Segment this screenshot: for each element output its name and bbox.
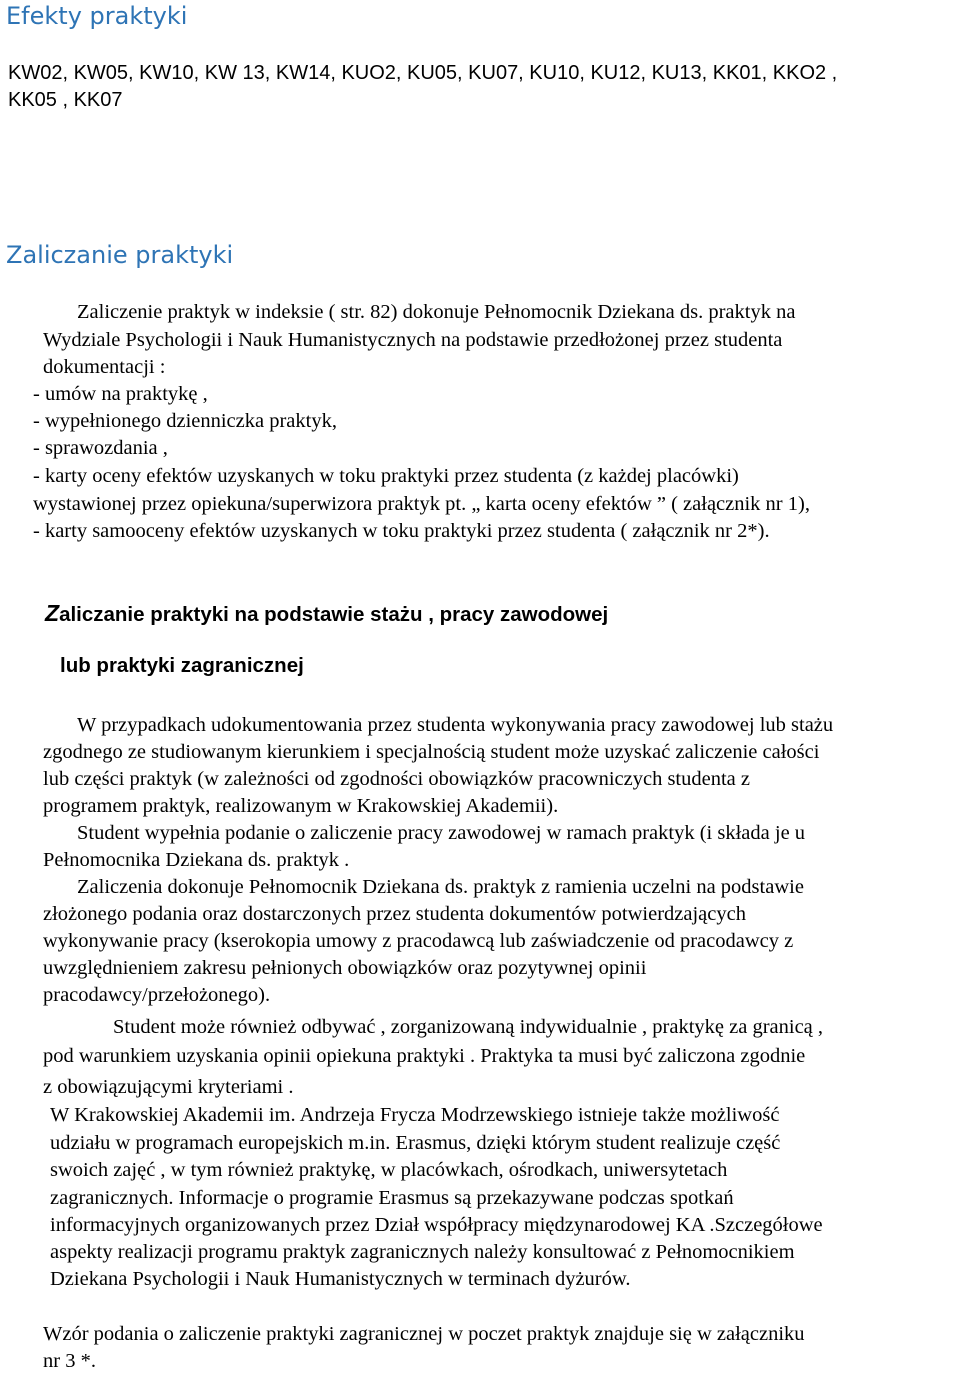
paragraph-line: Student może również odbywać , zorganizowaną indywidualnie , praktykę za granicą , [113, 1016, 824, 1038]
paragraph-line: Pełnomocnika Dziekana ds. praktyk . [43, 849, 350, 871]
list-item: wystawionej przez opiekuna/superwizora praktyk pt. „ karta oceny efektów ” ( załącznik nr 1), [33, 493, 810, 515]
paragraph-line: złożonego podania oraz dostarczonych przez studenta dokumentów potwierdzających [43, 903, 746, 925]
paragraph-line: dokumentacji : [43, 356, 166, 378]
paragraph-line: programem praktyk, realizowanym w Krakowskiej Akademii). [43, 795, 559, 817]
paragraph-line: Dziekana Psychologii i Nauk Humanistycznych w terminach dyżurów. [50, 1268, 631, 1290]
effects-codes-line: KK05 , KK07 [8, 89, 123, 111]
paragraph-line: W Krakowskiej Akademii im. Andrzeja Frycza Modrzewskiego istnieje także możliwość [50, 1104, 780, 1126]
paragraph-line: udziału w programach europejskich m.in. Erasmus, dzięki którym student realizuje część [50, 1132, 781, 1154]
effects-heading: Efekty praktyki [6, 2, 188, 30]
effects-codes-line: KW02, KW05, KW10, KW 13, KW14, KUO2, KU05, KU07, KU10, KU12, KU13, KK01, KKO2 , [8, 62, 838, 84]
paragraph-line: Zaliczenia dokonuje Pełnomocnik Dziekana ds. praktyk z ramienia uczelni na podstawie [77, 876, 804, 898]
paragraph-line: lub części praktyk (w zależności od zgodności obowiązków pracowniczych studenta z [43, 768, 750, 790]
paragraph-line: zgodnego ze studiowanym kierunkiem i specjalnością student może uzyskać zaliczenie całości [43, 741, 820, 763]
paragraph-line: Wydziale Psychologii i Nauk Humanistycznych na podstawie przedłożonej przez studenta [43, 329, 783, 351]
paragraph-line: nr 3 *. [43, 1350, 96, 1372]
paragraph-line: aspekty realizacji programu praktyk zagranicznych należy konsultować z Pełnomocnikiem [50, 1241, 795, 1263]
list-item: - karty oceny efektów uzyskanych w toku praktyki przez studenta (z każdej placówki) [33, 465, 739, 487]
paragraph-line: pod warunkiem uzyskania opinii opiekuna praktyki . Praktyka ta musi być zaliczona zgodnie [43, 1045, 806, 1067]
paragraph-line: informacyjnych organizowanych przez Dział współpracy międzynarodowej KA .Szczegółowe [50, 1214, 823, 1236]
paragraph-line: Student wypełnia podanie o zaliczenie pracy zawodowej w ramach praktyk (i składa je u [77, 822, 806, 844]
paragraph-line: wykonywanie pracy (kserokopia umowy z pracodawcą lub zaświadczenie od pracodawcy z [43, 930, 794, 952]
paragraph-line: Zaliczenie praktyk w indeksie ( str. 82) dokonuje Pełnomocnik Dziekana ds. praktyk na [77, 301, 796, 323]
heading-rest: aliczanie praktyki na podstawie stażu , pracy zawodowej [59, 603, 609, 626]
paragraph-line: swoich zajęć , w tym również praktykę, w placówkach, ośrodkach, uniwersytetach [50, 1159, 728, 1181]
list-item: - wypełnionego dzienniczka praktyk, [33, 410, 337, 432]
heading-initial: Z [45, 600, 60, 626]
paragraph-line: W przypadkach udokumentowania przez studenta wykonywania pracy zawodowej lub stażu [77, 714, 834, 736]
internship-heading-line1 [45, 600, 608, 627]
paragraph-line: pracodawcy/przełożonego). [43, 984, 271, 1006]
list-item: - sprawozdania , [33, 437, 168, 459]
paragraph-line: z obowiązującymi kryteriami . [43, 1076, 294, 1098]
paragraph-line: uwzględnieniem zakresu pełnionych obowiązków oraz pozytywnej opinii [43, 957, 647, 979]
list-item: - karty samooceny efektów uzyskanych w toku praktyki przez studenta ( załącznik nr 2*). [33, 520, 770, 542]
paragraph-line: zagranicznych. Informacje o programie Erasmus są przekazywane podczas spotkań [50, 1187, 734, 1209]
list-item: - umów na praktykę , [33, 383, 208, 405]
paragraph-line: Wzór podania o zaliczenie praktyki zagranicznej w poczet praktyk znajduje się w załączniku [43, 1323, 805, 1345]
passing-heading: Zaliczanie praktyki [6, 241, 234, 269]
internship-heading-line2: lub praktyki zagranicznej [60, 654, 304, 677]
